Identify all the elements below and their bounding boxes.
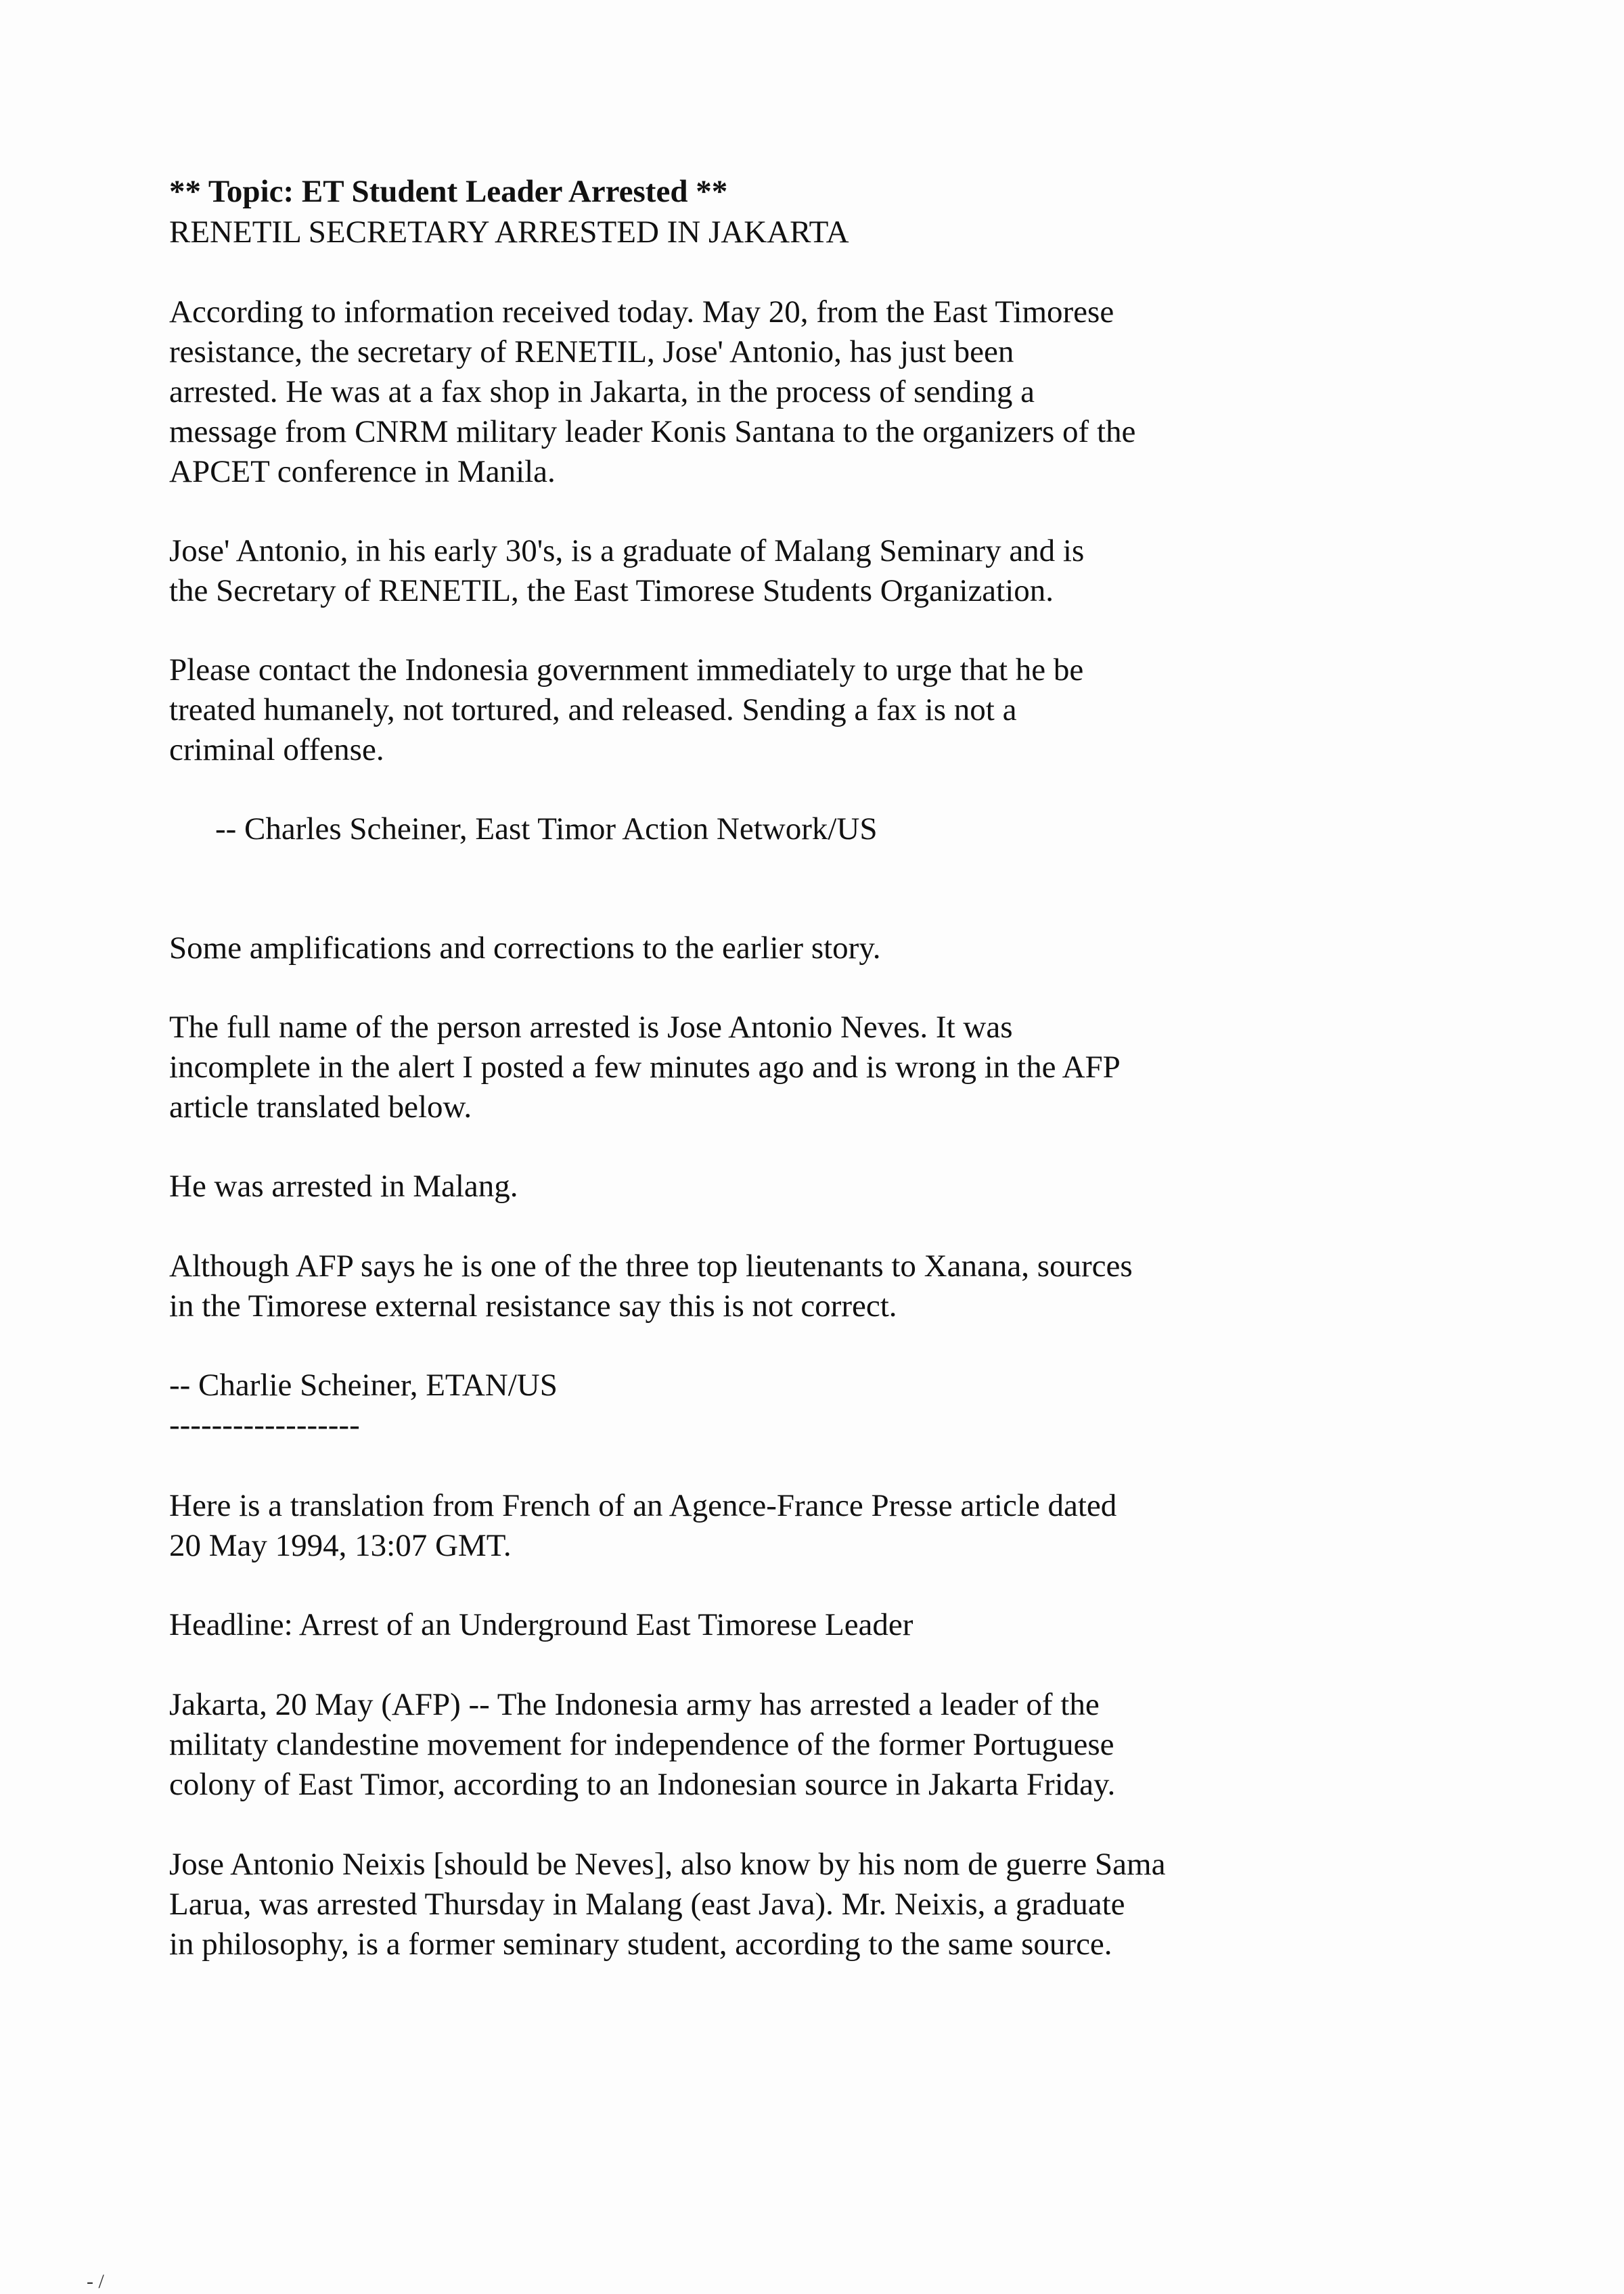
para1-line3: arrested. He was at a fax shop in Jakarta, in the process of sending a: [169, 374, 1035, 409]
para10-line2: militaty clandestine movement for independence of the former Portuguese: [169, 1727, 1114, 1762]
para1-line1: According to information received today. May 20, from the East Timorese: [169, 294, 1114, 330]
para3-line2: treated humanely, not tortured, and released. Sending a fax is not a: [169, 692, 1017, 727]
para1-line5: APCET conference in Manila.: [169, 454, 556, 489]
para1-line4: message from CNRM military leader Konis Santana to the organizers of the: [169, 414, 1136, 449]
para8-line2: 20 May 1994, 13:07 GMT.: [169, 1528, 512, 1563]
para3-line1: Please contact the Indonesia government immediately to urge that he be: [169, 652, 1084, 688]
para5-line1: The full name of the person arrested is Jose Antonio Neves. It was: [169, 1010, 1013, 1045]
divider-line: ------------------: [169, 1408, 360, 1443]
para5-line3: article translated below.: [169, 1089, 472, 1125]
para3-line3: criminal offense.: [169, 732, 384, 767]
para7-line1: Although AFP says he is one of the three top lieutenants to Xanana, sources: [169, 1249, 1133, 1284]
para4: Some amplifications and corrections to the earlier story.: [169, 930, 881, 966]
para6: He was arrested in Malang.: [169, 1169, 518, 1204]
headline: RENETIL SECRETARY ARRESTED IN JAKARTA: [169, 215, 849, 250]
para5-line2: incomplete in the alert I posted a few minutes ago and is wrong in the AFP: [169, 1050, 1121, 1085]
para10-line3: colony of East Timor, according to an Indonesian source in Jakarta Friday.: [169, 1767, 1116, 1802]
topic-line: ** Topic: ET Student Leader Arrested **: [169, 174, 728, 209]
para2-line1: Jose' Antonio, in his early 30's, is a graduate of Malang Seminary and is: [169, 533, 1085, 568]
para9-headline: Headline: Arrest of an Underground East Timorese Leader: [169, 1607, 914, 1642]
para10-line1: Jakarta, 20 May (AFP) -- The Indonesia army has arrested a leader of the: [169, 1687, 1100, 1722]
para11-line2: Larua, was arrested Thursday in Malang (east Java). Mr. Neixis, a graduate: [169, 1887, 1125, 1922]
signature-charlie: -- Charlie Scheiner, ETAN/US: [169, 1368, 558, 1403]
signature-charles: -- Charles Scheiner, East Timor Action Network/US: [215, 811, 878, 847]
margin-mark: - /: [87, 2270, 104, 2293]
para11-line3: in philosophy, is a former seminary student, according to the same source.: [169, 1927, 1112, 1962]
para1-line2: resistance, the secretary of RENETIL, Jose' Antonio, has just been: [169, 334, 1014, 369]
para11-line1: Jose Antonio Neixis [should be Neves], also know by his nom de guerre Sama: [169, 1847, 1166, 1882]
para2-line2: the Secretary of RENETIL, the East Timorese Students Organization.: [169, 573, 1054, 608]
para8-line1: Here is a translation from French of an Agence-France Presse article dated: [169, 1488, 1117, 1523]
para7-line2: in the Timorese external resistance say this is not correct.: [169, 1288, 897, 1324]
